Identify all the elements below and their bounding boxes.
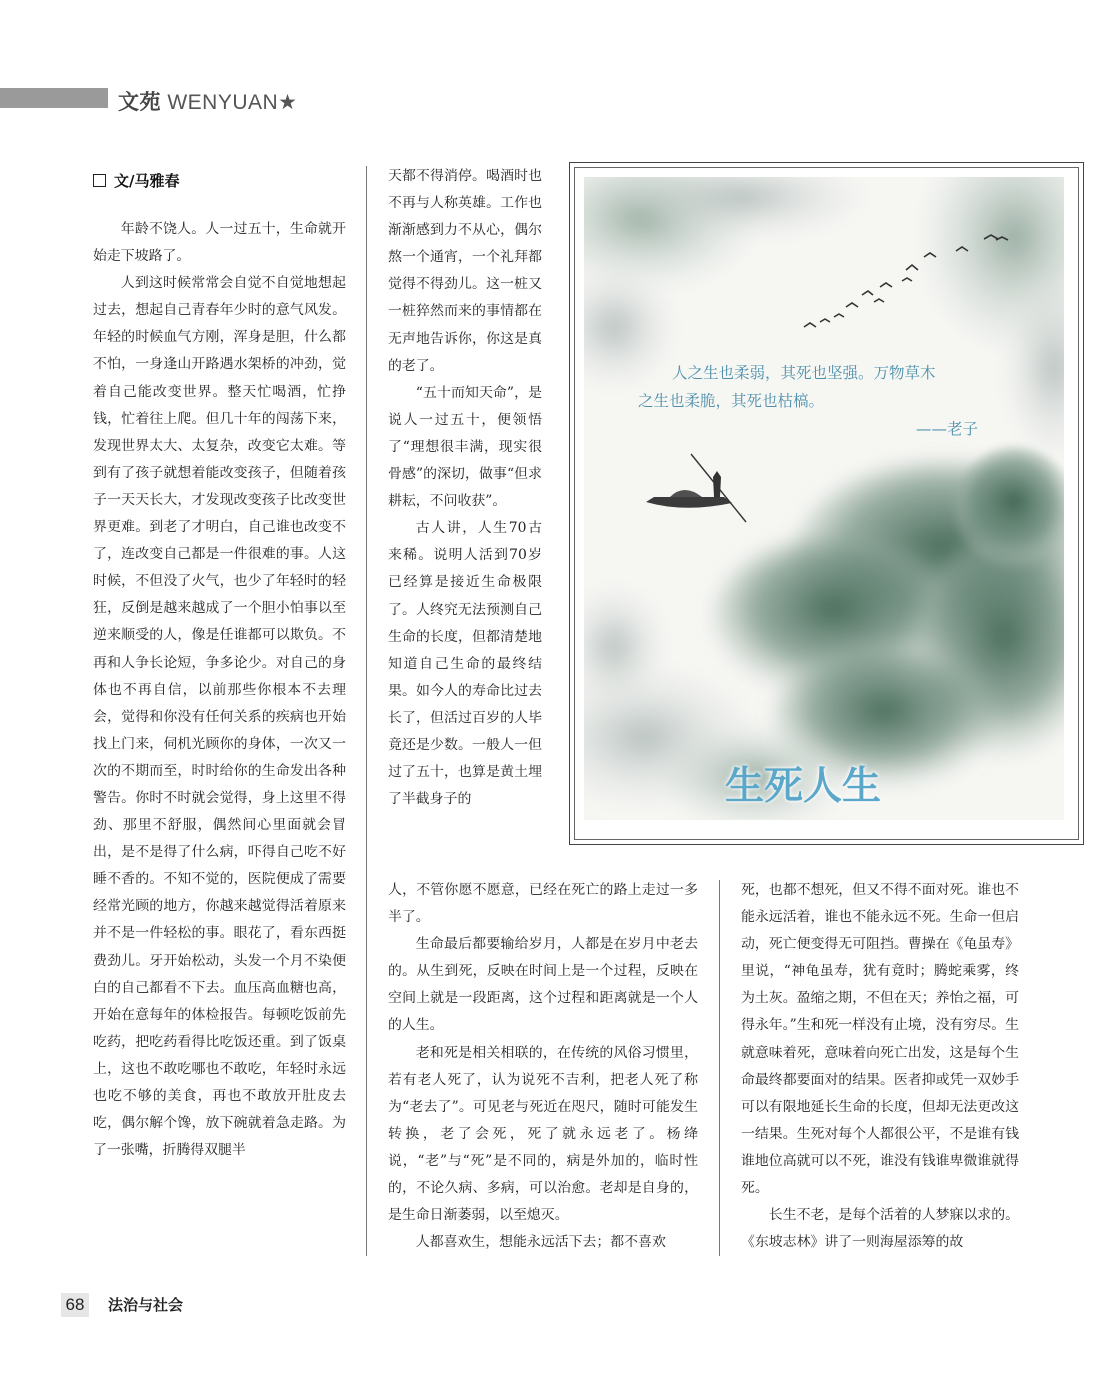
paragraph: “五十而知天命”，是说人一过五十，便领悟了“理想很丰满，现实很骨感”的深切，做事“但求耕耘，不问收获”。 <box>388 384 542 510</box>
section-name-en: WENYUAN★ <box>167 91 298 114</box>
paragraph: 死，也都不想死，但又不得不面对死。谁也不能永远活着，谁也不能永远不死。生命一但启动，死亡便变得无可阻挡。曹操在《龟虽寿》里说，“神龟虽寿，犹有竟时；腾蛇乘雾，终为土灰。盈缩之期，不但在天；养怡之福，可得永年。”生和死一样没有止境，没有穷尽。生就意味着死，意味着向死亡出发，这是每个生命最终都要面对的结果。医者抑或凭一双妙手可以有限地延长生命的长度，但却无法更改这一结果。生死对每个人都很公平，不是谁有钱谁地位高就可以不死，谁没有钱谁卑微谁就得死。 <box>741 882 1019 1197</box>
article-column-2 <box>388 163 542 813</box>
ink-painting <box>584 177 1064 820</box>
section-name-cn: 文苑 <box>118 91 161 114</box>
section-header <box>118 86 298 116</box>
paragraph: 长生不老，是每个活着的人梦寐以求的。《东坡志林》讲了一则海屋添筹的故 <box>741 1207 1019 1251</box>
section-color-bar <box>0 88 108 108</box>
article-column-4 <box>741 877 1019 1256</box>
article-column-1 <box>93 216 346 1164</box>
laozi-quote <box>638 359 998 443</box>
byline-box-icon <box>93 174 106 187</box>
illustration-title: 生死人生 <box>725 764 882 809</box>
page-number: 68 <box>61 1293 89 1317</box>
boat-icon <box>646 454 746 522</box>
quote-line-1: 人之生也柔弱，其死也坚强。万物草木 <box>672 364 936 382</box>
paragraph: 人都喜欢生，想能永远活下去；都不喜欢 <box>415 1234 666 1251</box>
paragraph: 人，不管你愿不愿意，已经在死亡的路上走过一多半了。 <box>388 882 698 926</box>
ink-wash-landscape <box>584 177 1064 820</box>
journal-name: 法治与社会 <box>108 1296 184 1314</box>
paragraph: 老和死是相关相联的，在传统的风俗习惯里，若有老人死了，认为说死不吉利，把老人死了称为“老去了”。可见老与死近在咫尺，随时可能发生转换，老了会死，死了就永远老了。杨绛说，“老”与“死”是不同的，病是外加的，临时性的，不论久病、多病，可以治愈。老却是自身的，是生命日渐萎弱，以至熄灭。 <box>388 1044 698 1224</box>
article-column-3 <box>388 877 698 1256</box>
paragraph: 人到这时候常常会自觉不自觉地想起过去，想起自己青春年少时的意气风发。年轻的时候血气方刚，浑身是胆，什么都不怕，一身逢山开路遇水架桥的冲劲，觉着自己能改变世界。整天忙喝酒，忙挣钱，忙着往上爬。但几十年的闯荡下来，发现世界太大、太复杂，改变它太难。等到有了孩子就想着能改变孩子，但随着孩子一天天长大，才发现改变孩子比改变世界更难。到老了才明白，自己谁也改变不了，连改变自己都是一件很难的事。人这时候，不但没了火气，也少了年轻时的轻狂，反倒是越来越成了一个胆小怕事以至逆来顺受的人，像是任谁都可以欺负。不再和人争长论短，争多论少。对自己的身体也不再自信，以前那些你根本不去理会，觉得和你没有任何关系的疾病也开始找上门来，伺机光顾你的身体，一次又一次的不期而至，时时给你的生命发出各种警告。你时不时就会觉得，身上这里不得劲、那里不舒服，偶然间心里面就会冒出，是不是得了什么病，吓得自己吃不好睡不香的。不知不觉的，医院便成了需要经常光顾的地方，你越来越觉得活着原来并不是一件轻松的事。眼花了，看东西挺费劲儿。牙开始松动，头发一个月不染便白的自己都看不下去。血压高血糖也高，开始在意每年的体检报告。每顿吃饭前先吃药，把吃药看得比吃饭还重。到了饭桌上，这也不敢吃哪也不敢吃，年轻时永远也吃不够的美食，再也不敢放开肚皮去吃，偶尔解个馋，放下碗就着急走路。为了一张嘴，折腾得双腿半 <box>93 275 346 1159</box>
column-rule <box>719 880 720 1256</box>
paragraph: 天都不得消停。喝酒时也不再与人称英雄。工作也渐渐感到力不从心，偶尔熬一个通宵，一个礼拜都觉得不得劲儿。这一桩又一桩猝然而来的事情都在无声地告诉你，你这是真的老了。 <box>388 168 542 374</box>
paragraph: 生命最后都要输给岁月，人都是在岁月中老去的。从生到死，反映在时间上是一个过程，反映在空间上就是一段距离，这个过程和距离就是一个人的人生。 <box>388 936 698 1034</box>
quote-author: ——老子 <box>915 420 978 438</box>
byline <box>93 170 179 191</box>
quote-line-2: 之生也柔脆，其死也枯槁。 <box>638 392 825 410</box>
paragraph: 年龄不饶人。人一过五十，生命就开始走下坡路了。 <box>93 221 346 265</box>
column-rule <box>366 166 367 1256</box>
paragraph: 古人讲，人生70古来稀。说明人活到70岁已经算是接近生命极限了。人终究无法预测自己生命的长度，但都清楚地知道自己生命的最终结果。如今人的寿命比过去长了，但活过百岁的人毕竟还是少数。一般人一但过了五十，也算是黄土埋了半截身子的 <box>388 520 542 808</box>
author-text: 文/马雅春 <box>114 172 180 190</box>
